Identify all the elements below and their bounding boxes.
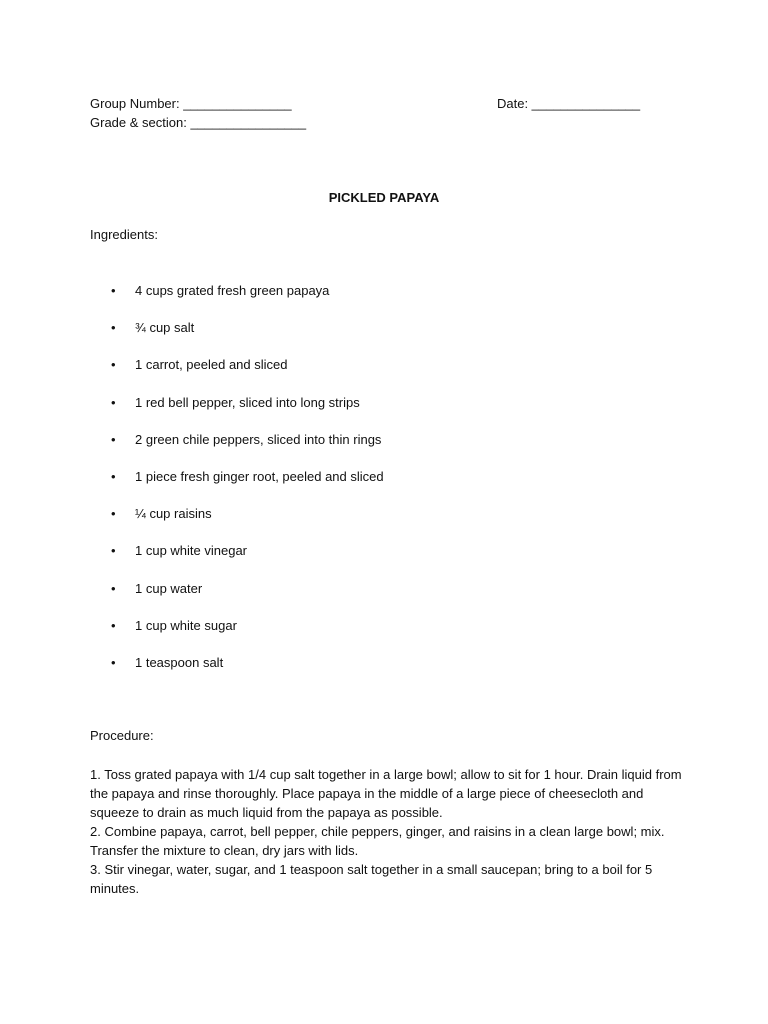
- list-item: [0, 541, 768, 578]
- bullet-icon: •: [111, 617, 116, 633]
- bullet-icon: •: [111, 580, 116, 596]
- ingredient-text: 1 red bell pepper, sliced into long strips: [135, 394, 360, 410]
- list-item: [0, 430, 768, 467]
- procedure-heading: Procedure:: [90, 728, 154, 743]
- procedure-step: 1. Toss grated papaya with 1/4 cup salt together in a large bowl; allow to sit for 1 hour. Drain liquid from the papaya and rinse thoroughly. Place papaya in the middle of a large piece of cheesecloth and squeeze to drain as much liquid from the papaya as possible.: [90, 767, 682, 820]
- bullet-icon: •: [111, 468, 116, 484]
- bullet-icon: •: [111, 320, 116, 336]
- procedure-step: 3. Stir vinegar, water, sugar, and 1 teaspoon salt together in a small saucepan; bring to a boil for 5 minutes.: [90, 862, 653, 896]
- ingredient-text: 1 cup white sugar: [135, 617, 237, 633]
- list-item: [0, 504, 768, 541]
- ingredient-text: 1 piece fresh ginger root, peeled and sliced: [135, 468, 384, 484]
- list-item: [0, 318, 768, 355]
- list-item: [0, 467, 768, 504]
- list-item: [0, 355, 768, 392]
- procedure-step: 2. Combine papaya, carrot, bell pepper, chile peppers, ginger, and raisins in a clean large bowl; mix. Transfer the mixture to clean, dry jars with lids.: [90, 824, 665, 858]
- ingredient-text: 4 cups grated fresh green papaya: [135, 283, 330, 298]
- bullet-icon: •: [111, 543, 116, 559]
- list-item: [0, 579, 768, 616]
- list-item: [0, 653, 768, 690]
- ingredients-list: [0, 281, 768, 690]
- list-item: [0, 281, 768, 318]
- ingredient-text: ¼ cup raisins: [135, 506, 212, 522]
- bullet-icon: •: [111, 506, 116, 522]
- bullet-icon: •: [111, 654, 116, 670]
- ingredient-text: 1 cup white vinegar: [135, 543, 248, 559]
- header-left: [90, 94, 306, 132]
- ingredient-text: ¾ cup salt: [135, 320, 195, 336]
- ingredients-heading: Ingredients:: [90, 227, 158, 242]
- procedure-steps: [90, 765, 690, 898]
- bullet-icon: •: [111, 283, 116, 298]
- recipe-title: PICKLED PAPAYA: [328, 190, 440, 205]
- date-field: Date: _______________: [497, 96, 641, 111]
- ingredient-text: 1 teaspoon salt: [135, 654, 224, 670]
- grade-section-field: Grade & section: ________________: [90, 115, 307, 130]
- bullet-icon: •: [111, 394, 116, 410]
- ingredient-text: 1 cup water: [135, 580, 203, 596]
- list-item: [0, 616, 768, 653]
- group-number-field: Group Number: _______________: [90, 96, 292, 111]
- ingredient-text: 2 green chile peppers, sliced into thin rings: [135, 431, 382, 447]
- bullet-icon: •: [111, 357, 116, 373]
- bullet-icon: •: [111, 431, 116, 447]
- ingredient-text: 1 carrot, peeled and sliced: [135, 357, 288, 373]
- list-item: [0, 393, 768, 430]
